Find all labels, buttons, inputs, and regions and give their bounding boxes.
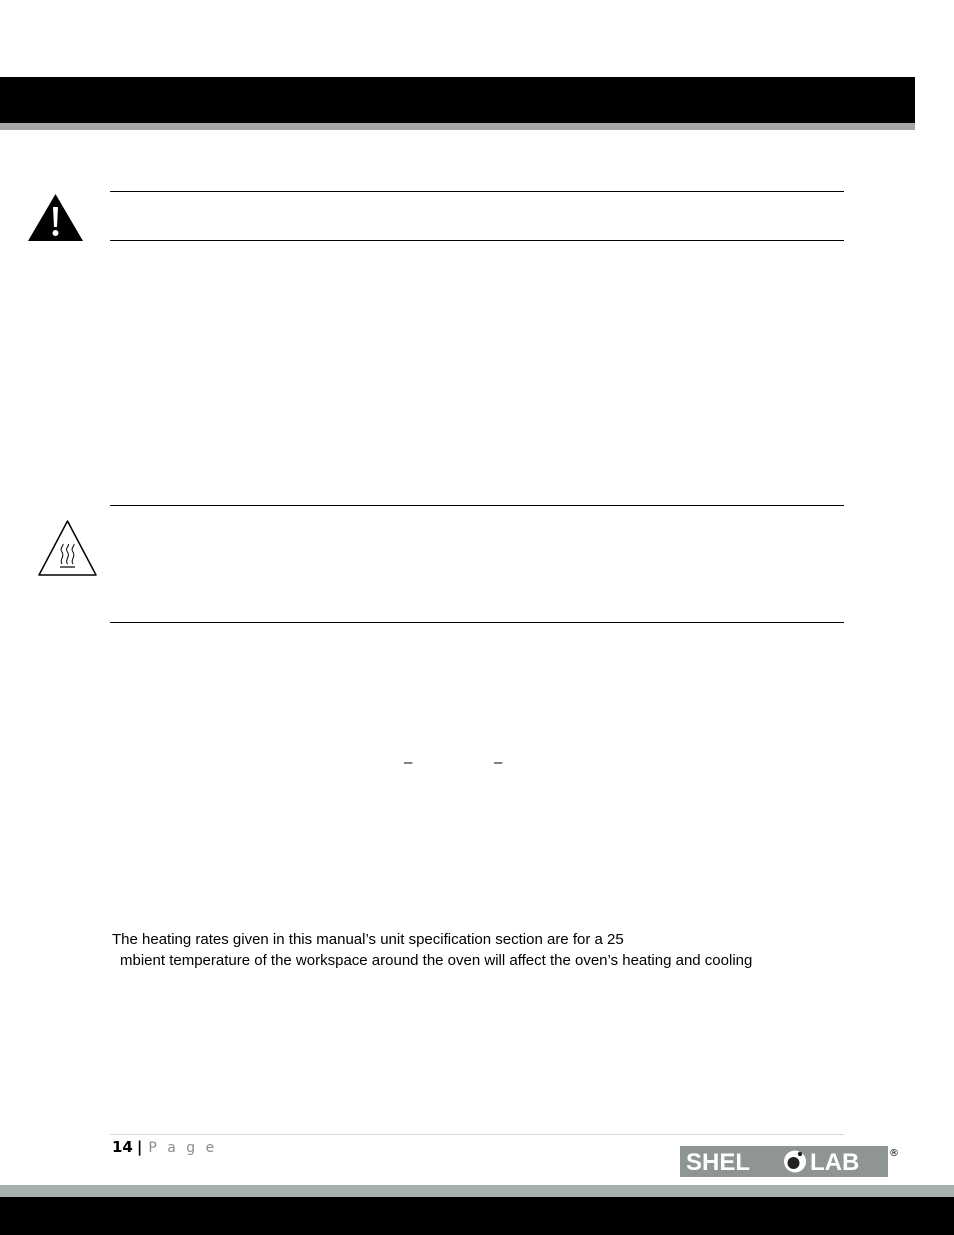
hot-surface-bottom-rule	[110, 622, 844, 623]
footer-stripe	[0, 1185, 954, 1197]
dash-mark: –	[494, 754, 503, 771]
warning-top-rule	[110, 191, 844, 192]
page-word: P a g e	[148, 1140, 218, 1156]
page-number-value: 14	[112, 1138, 133, 1156]
logo-text-right: LAB	[810, 1149, 860, 1176]
hot-surface-top-rule	[110, 505, 844, 506]
warning-triangle-icon	[27, 193, 84, 242]
header-bar	[0, 77, 915, 123]
logo-text-left: SHEL	[686, 1149, 751, 1176]
paragraph-line: mbient temperature of the workspace around the oven will affect the oven’s heating and cooling	[120, 952, 753, 969]
page-number-separator: |	[136, 1138, 143, 1156]
shellab-logo	[679, 1145, 901, 1178]
page-number	[112, 1137, 217, 1158]
footer-bar	[0, 1197, 954, 1235]
dash-mark: –	[404, 754, 413, 771]
logo-circle-icon	[784, 1151, 806, 1173]
hot-surface-icon	[37, 519, 98, 577]
warning-bottom-rule	[110, 240, 844, 241]
header-stripe	[0, 123, 915, 130]
paragraph-line: The heating rates given in this manual’s unit specification section are for a 25	[112, 931, 624, 948]
logo-registered-mark: ®	[889, 1148, 899, 1159]
footer-rule	[110, 1134, 844, 1135]
